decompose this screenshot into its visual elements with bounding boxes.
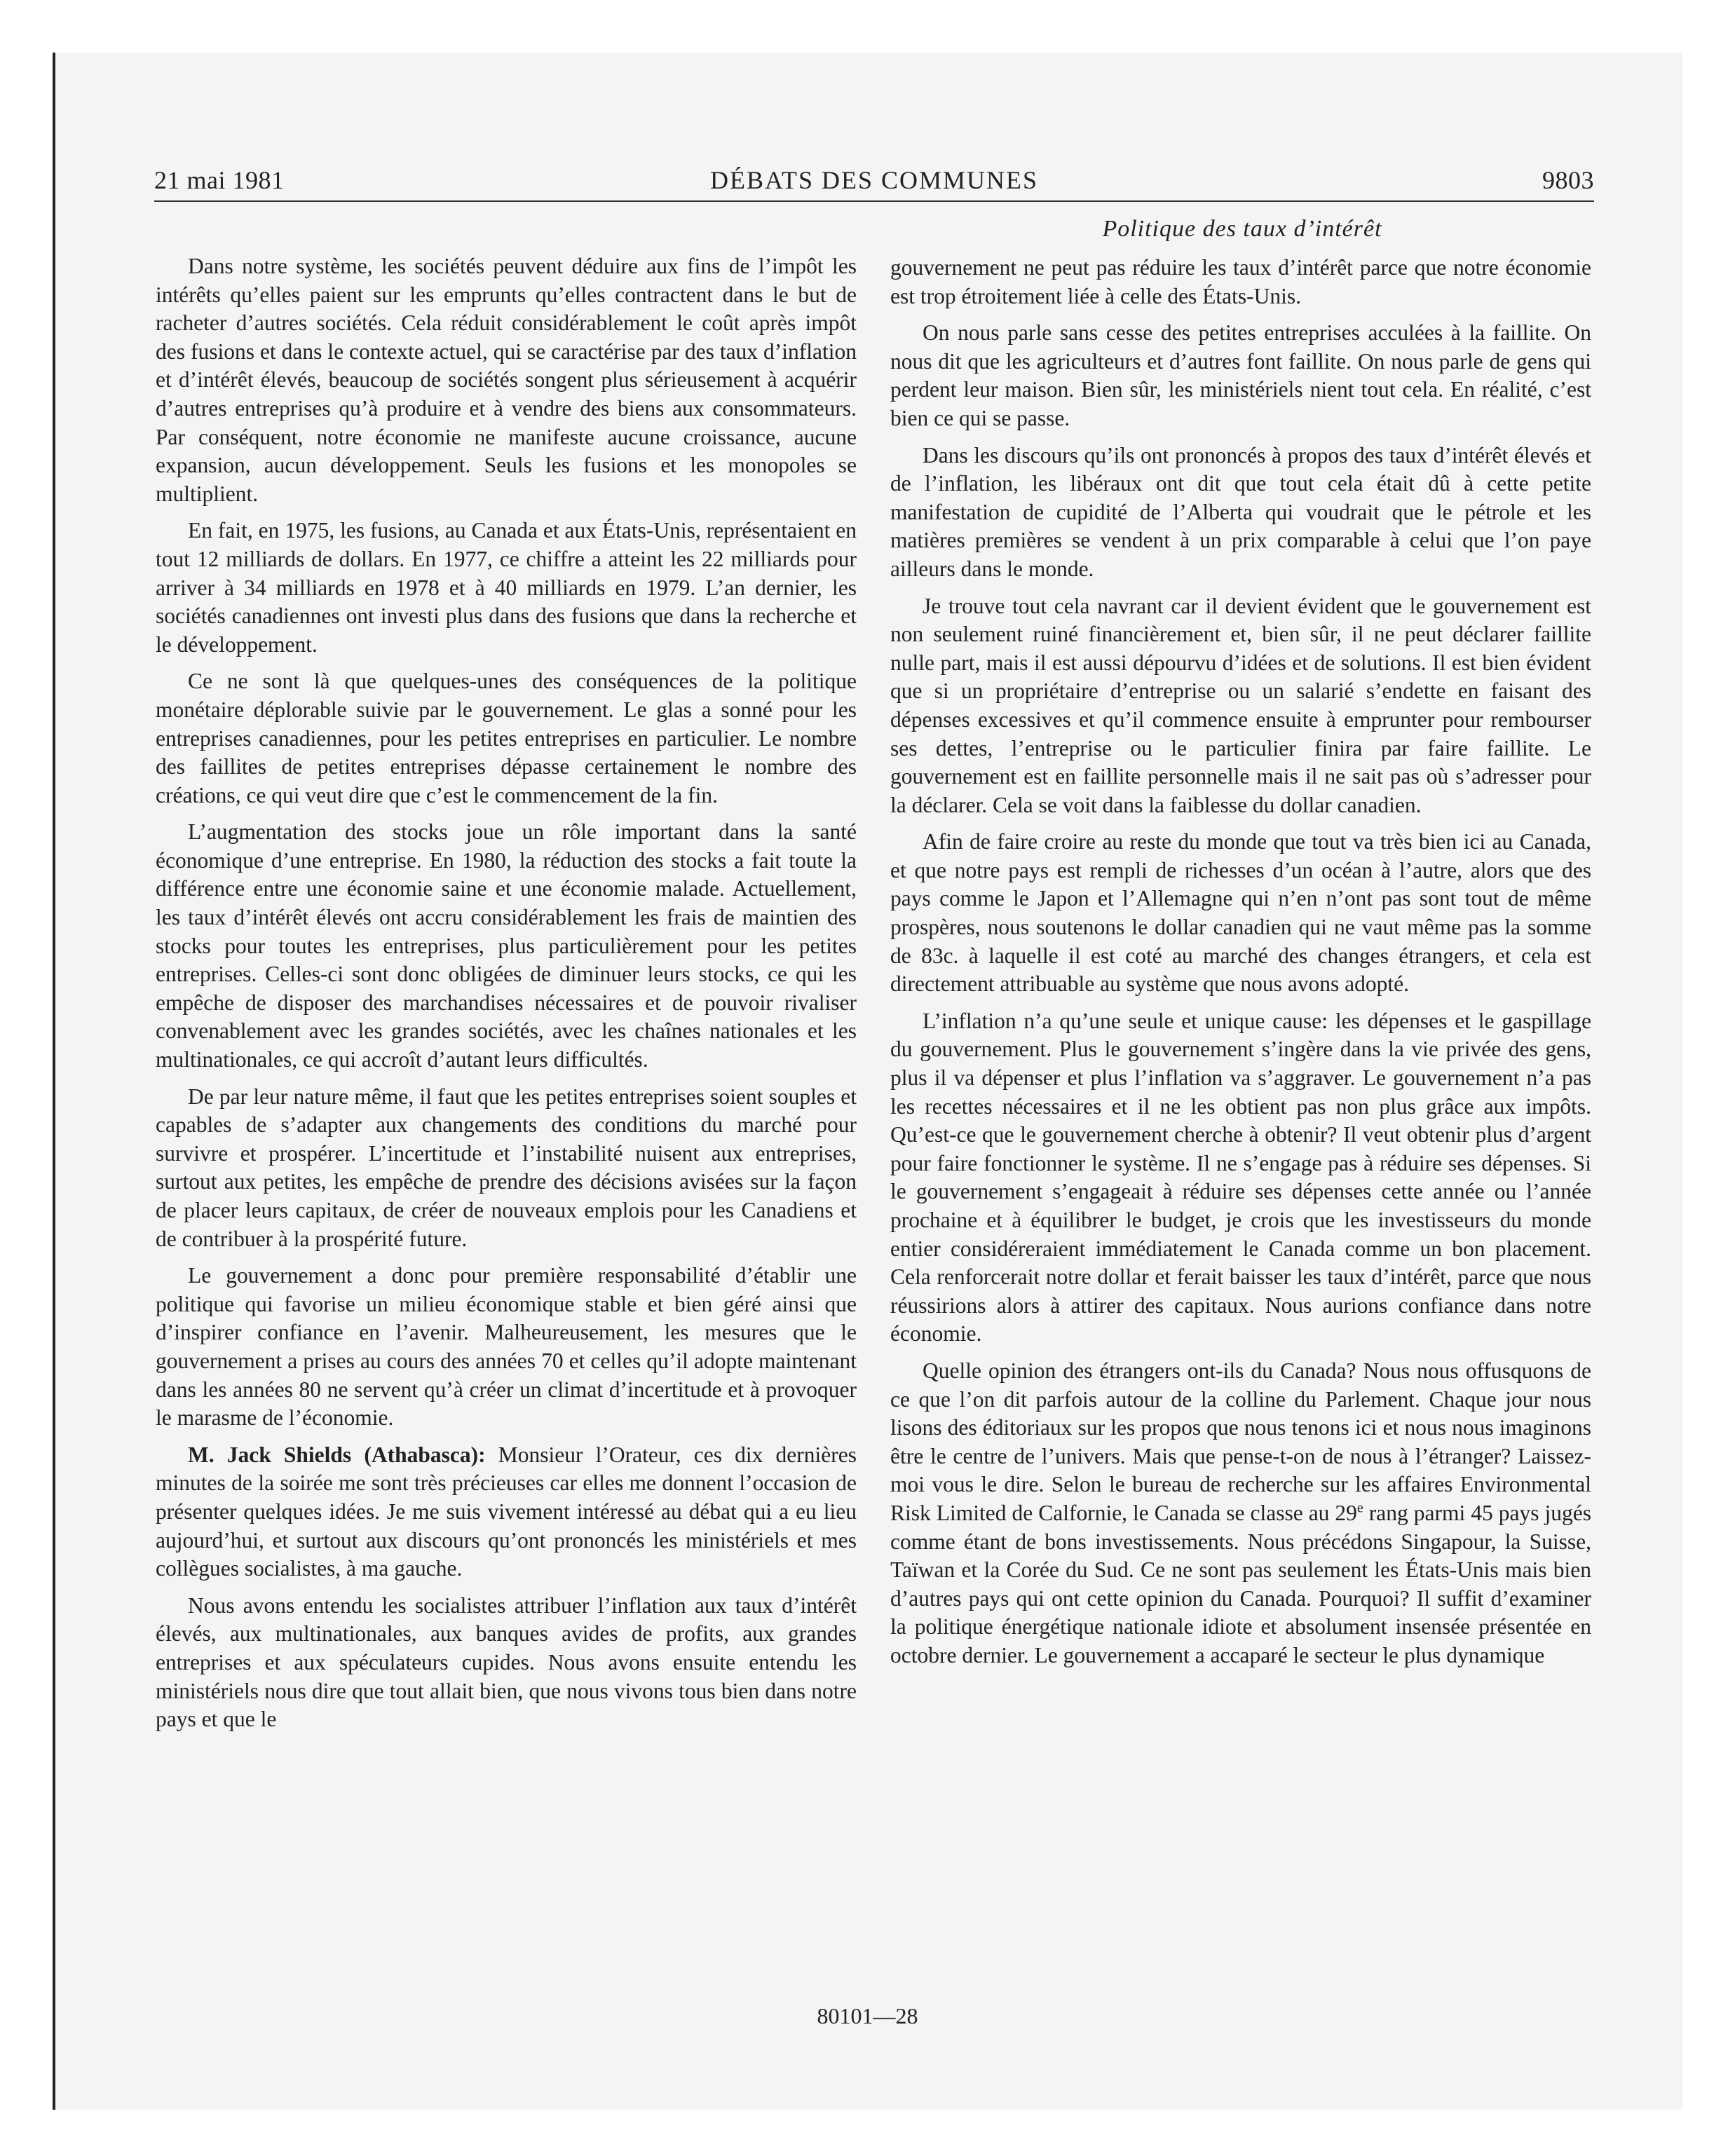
header-date: 21 mai 1981 — [154, 166, 285, 194]
paragraph: En fait, en 1975, les fusions, au Canada et aux États-Unis, représentaient en tout 12 milliards de dollars. En 1977, ce chiffre a atteint les 22 milliards pour arriver à 34 milliards en 1978 et à 40 milliards en 1979. L’an dernier, les sociétés canadiennes ont investi plus dans des fusions que dans la recherche et le développement. — [156, 518, 857, 657]
section-subtitle: Politique des taux d’intérêt — [1102, 216, 1382, 242]
paragraph: On nous parle sans cesse des petites entreprises acculées à la faillite. On nous dit que les agriculteurs et d’autres font faillite. On nous parle de gens qui perdent leur maison. Bien sûr, les ministériels nient tout cela. En réalité, c’est bien ce qui se passe. — [890, 320, 1591, 430]
footer-code: 80101—28 — [817, 2003, 918, 2028]
superscript: e — [1356, 1500, 1363, 1516]
paragraph: L’inflation n’a qu’une seule et unique cause: les dépenses et le gaspillage du gouvernement. Plus le gouvernement s’ingère dans la vie privée des gens, plus il va dépenser et plus l’inflation va s’aggraver. Le gouvernement n’a pas les recettes nécessaires et il ne les obtient pas non plus grâce aux impôts. Qu’est-ce que le gouvernement cherche à obtenir? Il veut obtenir plus d’argent pour faire fonctionner le système. Il ne s’engage pas à réduire ses dépenses. Si le gouvernement s’engageait à réduire ses dépenses cette année ou l’année prochaine et à équilibrer le budget, je crois que les investisseurs du monde entier considéreraient immédiatement le Canada comme un bon placement. Cela renforcerait notre dollar et ferait baisser les taux d’intérêt, parce que nous réussirions alors à attirer des capitaux. Nous aurions confiance dans notre économie. — [890, 1008, 1591, 1346]
paragraph: L’augmentation des stocks joue un rôle important dans la santé économique d’une entreprise. En 1980, la réduction des stocks a fait toute la différence entre une économie saine et une économie malade. Actuellement, les taux d’intérêt élevés ont accru considérablement les frais de maintien des stocks pour toutes les entreprises, plus particulièrement pour les petites entreprises. Celles-ci sont donc obligées de diminuer leurs stocks, ce qui les empêche de disposer des marchandises nécessaires et de pouvoir rivaliser convenablement avec les grandes sociétés, avec les chaînes nationales et les multinationales, ce qui accroît d’autant leurs difficultés. — [156, 819, 857, 1072]
paragraph — [890, 1357, 1591, 1670]
paragraph-continued: gouvernement ne peut pas réduire les taux d’intérêt parce que notre économie est trop étroitement liée à celle des États-Unis. — [890, 255, 1591, 308]
paragraph: Afin de faire croire au reste du monde que tout va très bien ici au Canada, et que notre pays est rempli de richesses d’un océan à l’autre, alors que des pays comme le Japon et l’Allemagne qui n’en n’ont pas sont tout de même prospères, nous soutenons le dollar canadien qui ne vaut même pas la somme de 83c. à laquelle il est coté au marché des changes étrangers, et cela est directement attribuable au système que nous avons adopté. — [890, 829, 1591, 997]
paragraph: Dans notre système, les sociétés peuvent déduire aux fins de l’impôt les intérêts qu’elles paient sur les emprunts qu’elles contractent dans le but de racheter d’autres sociétés. Cela réduit considérablement le coût après impôt des fusions et dans le contexte actuel, qui se caractérise par des taux d’inflation et d’intérêt élevés, beaucoup de sociétés songent plus sérieusement à acquérir d’autres entreprises qu’à produire et à vendre des biens aux consommateurs. Par conséquent, notre économie ne manifeste aucune croissance, aucune expansion, aucun développement. Seuls les fusions et les monopoles se multiplient. — [156, 254, 857, 506]
speech-paragraph — [156, 1441, 857, 1583]
paragraph-text: rang parmi 45 pays jugés comme étant de bons investissements. Nous précédons Singapour, la Suisse, Taïwan et la Corée du Sud. Ce ne sont pas seulement les États-Unis mais bien d’autres pays qui ont cette opinion du Canada. Pourquoi? Il suffit d’examiner la politique énergétique nationale idiote et absolument insensée présentée en octobre dernier. Le gouvernement a accaparé le secteur le plus dynamique — [890, 1500, 1591, 1667]
header-page-number: 9803 — [1542, 166, 1594, 194]
right-column — [890, 254, 1591, 1679]
speaker-name: M. Jack Shields (Athabasca): — [188, 1442, 486, 1467]
paragraph: Ce ne sont là que quelques-unes des conséquences de la politique monétaire déplorable suivie par le gouvernement. Le glas a sonné pour les entreprises canadiennes, pour les petites entreprises en particulier. Le nombre des faillites de petites entreprises dépasse certainement le nombre des créations, ce qui veut dire que c’est le commencement de la fin. — [156, 669, 857, 807]
left-column — [156, 252, 857, 1742]
running-header — [154, 165, 1594, 202]
speech-text: Monsieur l’Orateur, ces dix dernières minutes de la soirée me sont très précieuses car elles me donnent l’occasion de présenter quelques idées. Je me suis vivement intéressé au débat qui a eu lieu aujourd’hui, et surtout aux discours qu’ont prononcés les ministériels et mes collègues socialistes, à ma gauche. — [156, 1442, 857, 1581]
paragraph: Le gouvernement a donc pour première responsabilité d’établir une politique qui favorise un milieu économique stable et bien géré ainsi que d’inspirer confiance en l’avenir. Malheureusement, les mesures que le gouvernement a prises au cours des années 70 et celles qu’il adopte maintenant dans les années 80 ne servent qu’à créer un climat d’incertitude et à provoquer le marasme de l’économie. — [156, 1263, 857, 1431]
paragraph: Nous avons entendu les socialistes attribuer l’inflation aux taux d’intérêt élevés, aux multinationales, aux banques avides de profits, aux grandes entreprises et aux spéculateurs cupides. Nous avons ensuite entendu les ministériels nous dire que tout allait bien, que nous vivons tous bien dans notre pays et que le — [156, 1592, 857, 1732]
paragraph: Dans les discours qu’ils ont prononcés à propos des taux d’intérêt élevés et de l’inflation, les libéraux ont dit que tout cela était dû à cette petite manifestation de cupidité de l’Alberta qui voudrait que le pétrole et les matières premières se vendent à un prix comparable à celui que l’on paye ailleurs dans le monde. — [890, 442, 1591, 581]
paragraph-text: Quelle opinion des étrangers ont-ils du Canada? Nous nous offusquons de ce que l’on dit parfois autour de la colline du Parlement. Chaque jour nous lisons des éditoriaux sur les propos que nous tenons ici et nous nous imaginons être le centre de l’univers. Mais que pense-t-on de nous à l’étranger? Laissez-moi vous le dire. Selon le bureau de recherche sur les affaires Environmental Risk Limited de Calfornie, le Canada se classe au 29 — [890, 1358, 1591, 1525]
paragraph: De par leur nature même, il faut que les petites entreprises soient souples et capables de s’adapter aux changements des conditions du marché pour survivre et prospérer. L’incertitude et l’instabilité nuisent aux entreprises, surtout aux petites, les empêche de prendre des décisions avisées sur la façon de placer leurs capitaux, de créer de nouveaux emplois pour les Canadiens et de contribuer à la prospérité future. — [156, 1084, 857, 1251]
header-title: DÉBATS DES COMMUNES — [709, 166, 1039, 194]
page-edge — [53, 53, 55, 2110]
paragraph: Je trouve tout cela navrant car il devient évident que le gouvernement est non seulement ruiné financièrement et, bien sûr, il ne peut déclarer faillite nulle part, mais il est aussi dépourvu d’idées et de solutions. Il est bien évident que si un propriétaire d’entreprise ou un salarié s’endette en faisant des dépenses excessives et qu’il commence ensuite à emprunter pour rembourser ses dettes, l’entreprise ou le particulier finira par faire faillite. Le gouvernement est en faillite personnelle mais il ne sait pas où s’adresser pour la déclarer. Cela se voit dans la faiblesse du dollar canadien. — [890, 593, 1591, 817]
